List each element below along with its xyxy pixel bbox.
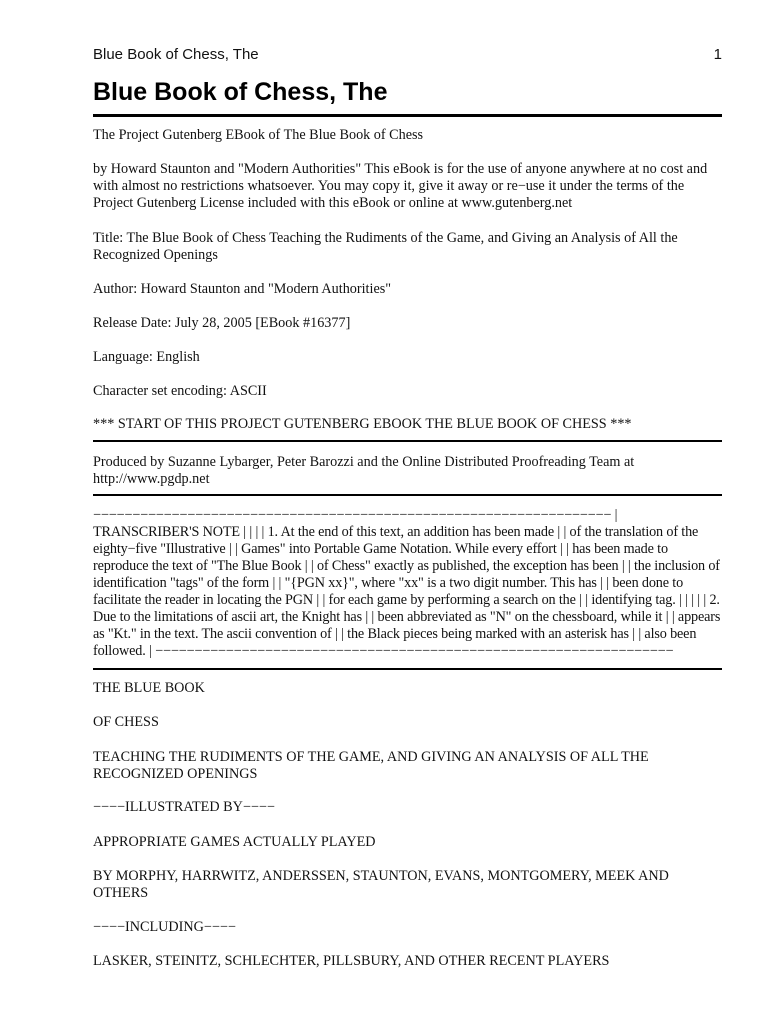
including-heading: −−−−INCLUDING−−−− [93, 919, 236, 935]
page-number: 1 [713, 46, 722, 63]
illustrated-by-heading: −−−−ILLUSTRATED BY−−−− [93, 799, 275, 815]
section-rule-2 [93, 494, 722, 496]
author-field: Author: Howard Staunton and "Modern Authorities" [93, 281, 392, 297]
license-paragraph: by Howard Staunton and "Modern Authorities" This eBook is for the use of anyone anywhere at no cost and with almost no restrictions whatsoever. You may copy it, give it away or re−use it under the terms of the Project Gutenberg License included with this eBook or online at www.gutenberg.net [93, 161, 708, 211]
players-line: BY MORPHY, HARRWITZ, ANDERSSEN, STAUNTON, EVANS, MONTGOMERY, MEEK AND OTHERS [93, 868, 669, 901]
title-field: Title: The Blue Book of Chess Teaching the Rudiments of the Game, and Giving an Analysis of All the Recognized Openings [93, 230, 678, 263]
producer-credits: Produced by Suzanne Lybarger, Peter Barozzi and the Online Distributed Proofreading Team at http://www.pgdp.net [93, 454, 635, 487]
games-line: APPROPRIATE GAMES ACTUALLY PLAYED [93, 834, 376, 850]
book-title-line-1: THE BLUE BOOK [93, 680, 205, 696]
intro-line: The Project Gutenberg EBook of The Blue Book of Chess [93, 127, 424, 143]
running-header-title: Blue Book of Chess, The [93, 46, 259, 63]
start-marker: *** START OF THIS PROJECT GUTENBERG EBOOK THE BLUE BOOK OF CHESS *** [93, 416, 632, 432]
book-title-line-2: OF CHESS [93, 714, 159, 730]
transcribers-note: −−−−−−−−−−−−−−−−−−−−−−−−−−−−−−−−−−−−−−−−−−−−−−−−−−−−−−−−−−−−−−−−−− | TRANSCRIBER'S NOTE | | | | 1. At the end of this text, an addition has been made | | of the translation of the eighty−five "Illustrative | | Games" into Portable Game Notation. While every effort | | has been made to reproduce the text of "The Blue Book | | of Chess" exactly as published, the exception has been | | the inclusion of identification "tags" of the form | | "{PGN xx}", where "xx" is a two digit number. This has | | been done to facilitate the reader in locating the PGN | | for each game by performing a search on the | | identifying tag. | | | | | 2. Due to the limitations of ascii art, the Knight has | | been abbreviated as "N" on the chessboard, while it | | appears as "Kt." in the text. The ascii convention of | | the Black pieces being marked with an asterisk has | | also been followed. | −−−−−−−−−−−−−−−−−−−−−−−−−−−−−−−−−−−−−−−−−−−−−−−−−−−−−−−−−−−−−−−−−− [93, 507, 721, 659]
document-title: Blue Book of Chess, The [93, 78, 388, 106]
encoding-field: Character set encoding: ASCII [93, 383, 267, 399]
title-rule [93, 114, 722, 117]
book-subtitle: TEACHING THE RUDIMENTS OF THE GAME, AND GIVING AN ANALYSIS OF ALL THE RECOGNIZED OPENINGS [93, 749, 649, 782]
release-date-field: Release Date: July 28, 2005 [EBook #16377] [93, 315, 351, 331]
language-field: Language: English [93, 349, 200, 365]
recent-players-line: LASKER, STEINITZ, SCHLECHTER, PILLSBURY, AND OTHER RECENT PLAYERS [93, 953, 610, 969]
section-rule-1 [93, 440, 722, 442]
section-rule-3 [93, 668, 722, 670]
